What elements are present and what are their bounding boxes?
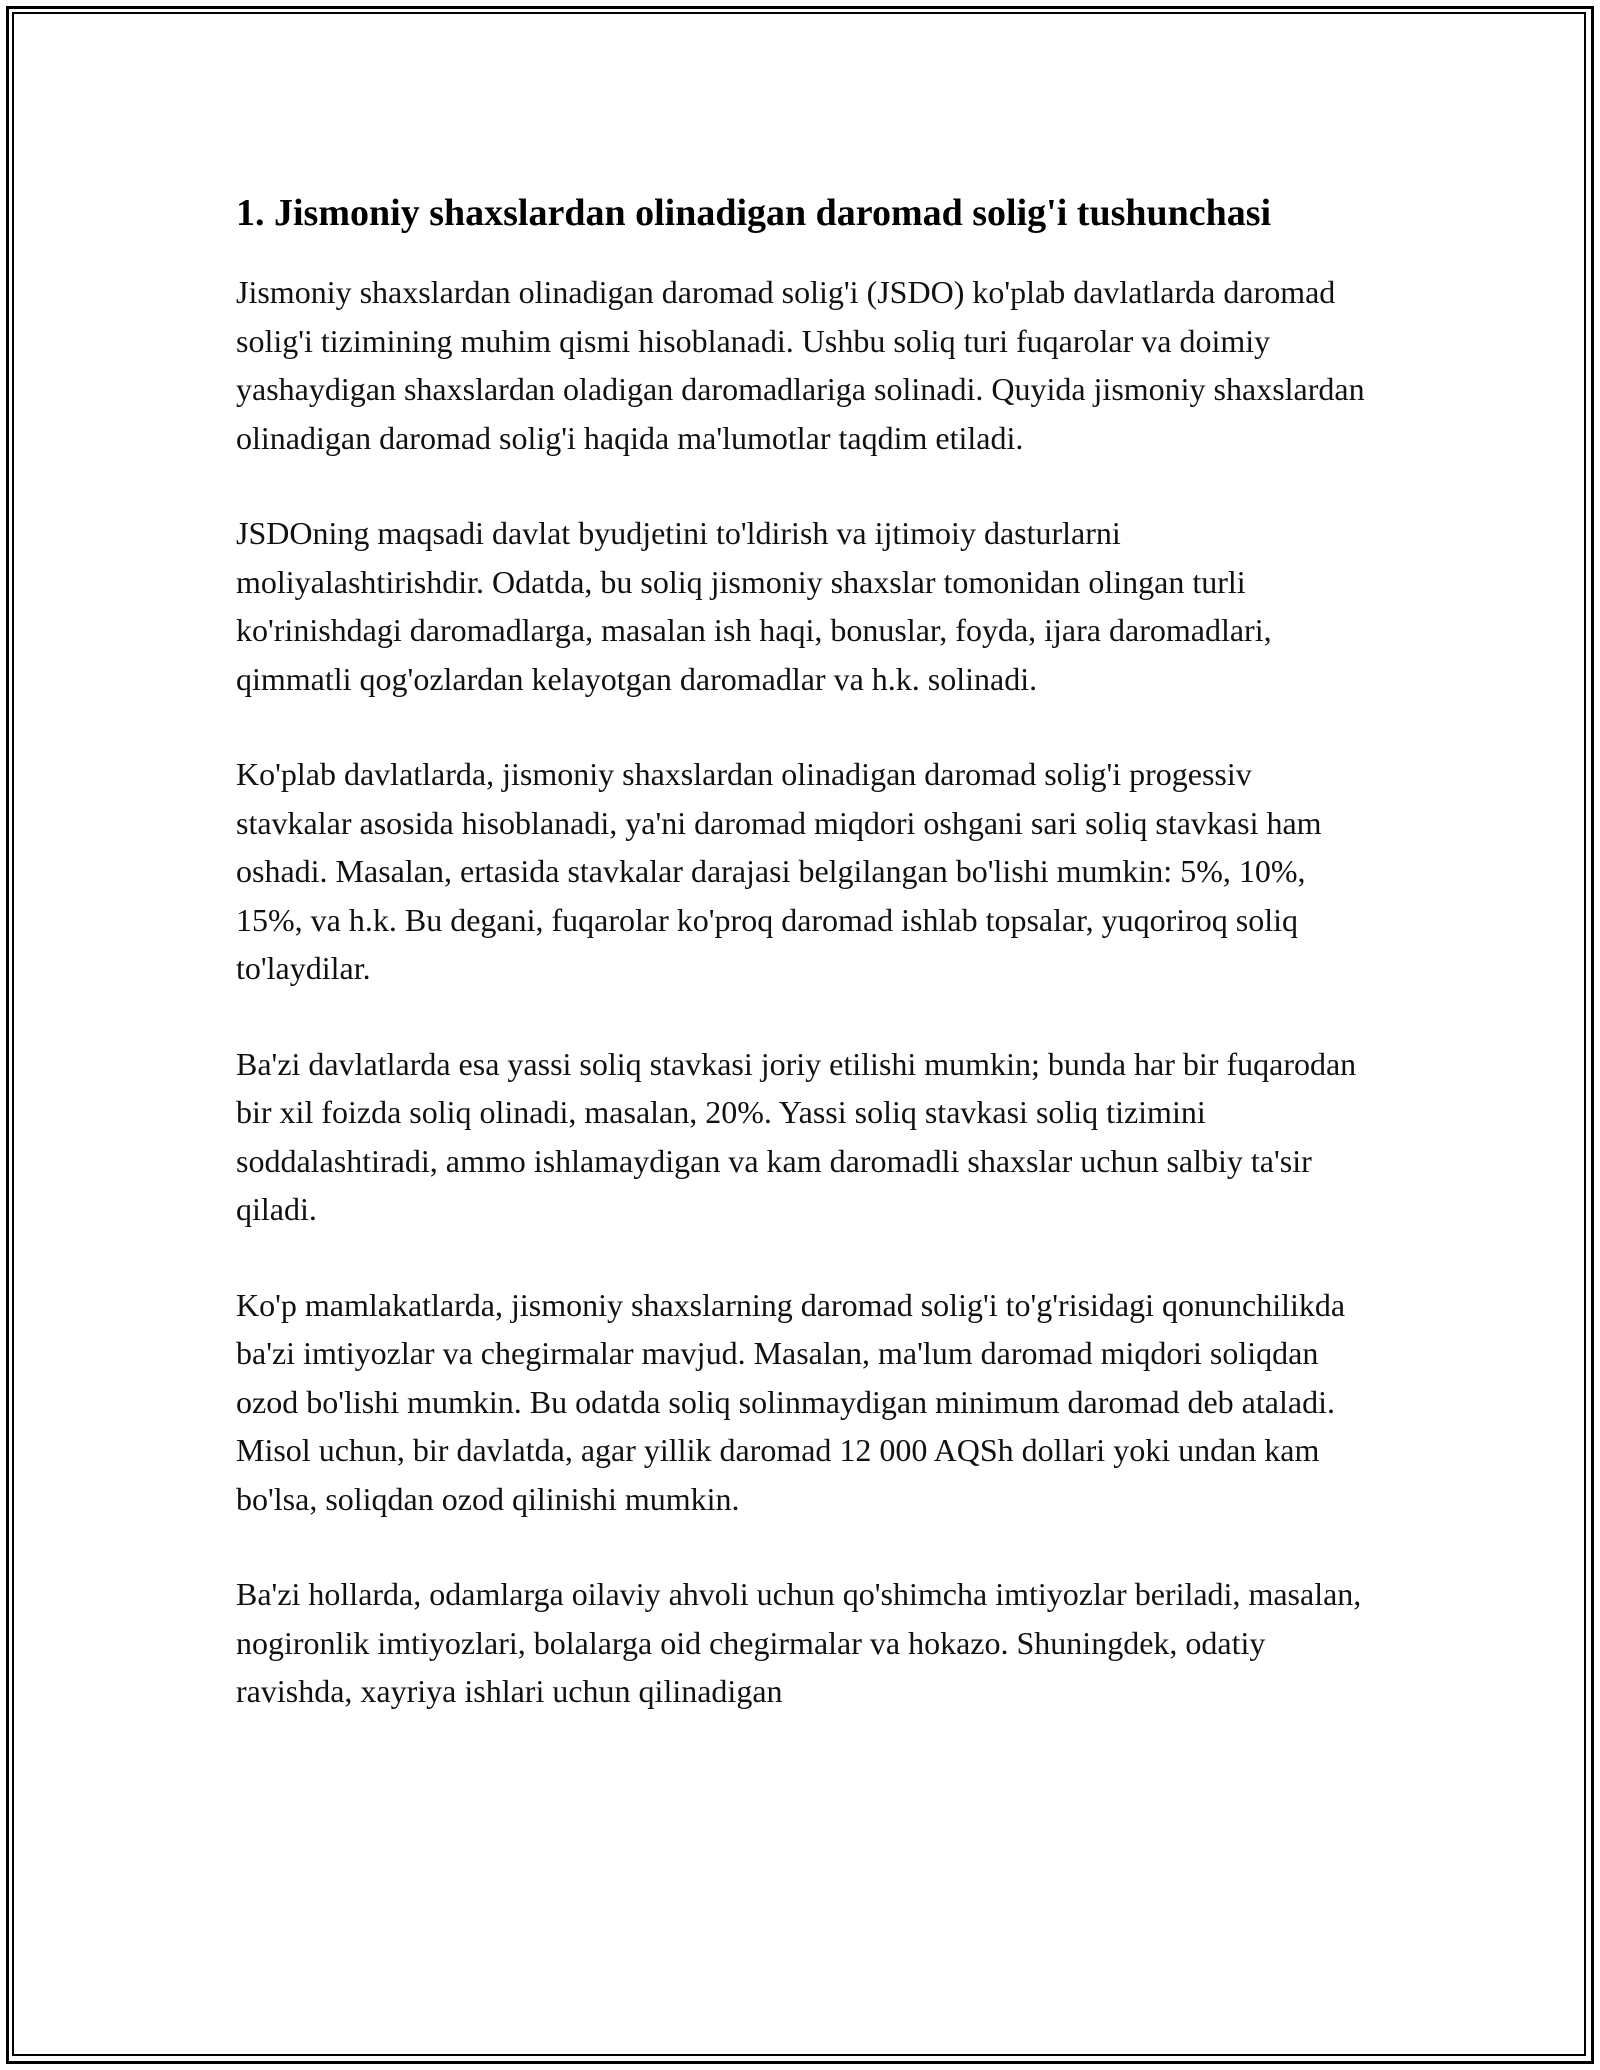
paragraph-4: Ba'zi davlatlarda esa yassi soliq stavkasi joriy etilishi mumkin; bunda har bir fuqarodan bir xil foizda soliq olinadi, masalan, 20%. Yassi soliq stavkasi soliq tizimini soddalashtiradi, ammo ishlamaydigan va kam daromadli shaxslar uchun salbiy ta'sir qiladi. <box>236 1045 1357 1227</box>
paragraph-1: Jismoniy shaxslardan olinadigan daromad solig'i (JSDO) ko'plab davlatlarda daromad solig'i tizimining muhim qismi hisoblanadi. Ushbu soliq turi fuqarolar va doimiy yashaydigan shaxslardan oladigan daromadlariga solinadi. Quyida jismoniy shaxslardan olinadigan daromad solig'i haqida ma'lumotlar taqdim etiladi. <box>236 274 1365 456</box>
paragraph-3: Ko'plab davlatlarda, jismoniy shaxslardan olinadigan daromad solig'i progessiv stavkalar asosida hisoblanadi, ya'ni daromad miqdori oshgani sari soliq stavkasi ham oshadi. Masalan, ertasida stavkalar darajasi belgilangan bo'lishi mumkin: 5%, 10%, 15%, va h.k. Bu degani, fuqarolar ko'proq daromad ishlab topsalar, yuqoriroq soliq to'laydilar. <box>236 756 1322 986</box>
paragraph-2: JSDOning maqsadi davlat byudjetini to'ldirish va ijtimoiy dasturlarni moliyalashtirishdir. Odatda, bu soliq jismoniy shaxslar tomonidan olingan turli ko'rinishdagi daromadlarga, masalan ish haqi, bonuslar, foyda, ijara daromadlari, qimmatli qog'ozlardan kelayotgan daromadlar va h.k. solinadi. <box>236 515 1272 697</box>
section-heading: 1. Jismoniy shaxslardan olinadigan daromad solig'i tushunchasi <box>236 192 1272 234</box>
paragraph-5: Ko'p mamlakatlarda, jismoniy shaxslarning daromad solig'i to'g'risidagi qonunchilikda ba'zi imtiyozlar va chegirmalar mavjud. Masalan, ma'lum daromad miqdori soliqdan ozod bo'lishi mumkin. Bu odatda soliq solinmaydigan minimum daromad deb ataladi. Misol uchun, bir davlatda, agar yillik daromad 12 000 AQSh dollari yoki undan kam bo'lsa, soliqdan ozod qilinishi mumkin. <box>236 1286 1346 1517</box>
paragraph-6: Ba'zi hollarda, odamlarga oilaviy ahvoli uchun qo'shimcha imtiyozlar beriladi, masalan, nogironlik imtiyozlari, bolalarga oid chegirmalar va hokazo. Shuningdek, odatiy ravishda, xayriya ishlari uchun qilinadigan <box>236 1576 1362 1709</box>
document-body <box>236 186 1366 1763</box>
